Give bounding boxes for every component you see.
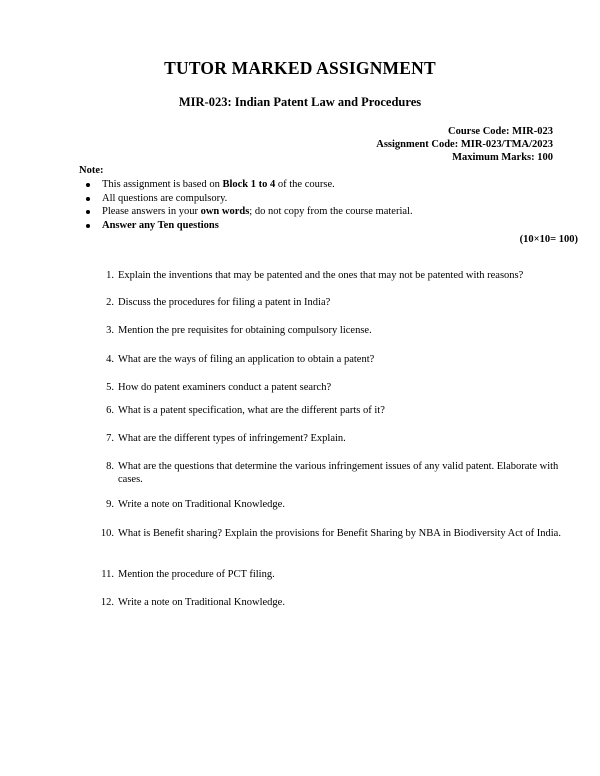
note-bullet-list (84, 178, 413, 232)
question-item: 5. How do patent examiners conduct a patent search? (106, 382, 332, 393)
course-code: Course Code: MIR-023 (448, 126, 553, 137)
note-label: Note: (79, 165, 104, 176)
question-item: 10. What is Benefit sharing? Explain the provisions for Benefit Sharing by NBA in Biodiversity Act of India. (100, 528, 561, 539)
question-item: 12. Write a note on Traditional Knowledge. (100, 597, 285, 608)
question-item: 7. What are the different types of infringement? Explain. (106, 433, 346, 444)
assignment-code: Assignment Code: MIR-023/TMA/2023 (376, 139, 553, 150)
page-title: TUTOR MARKED ASSIGNMENT (164, 58, 436, 78)
question-item: 8. What are the questions that determine the various infringement issues of any valid patent. Elaborate with cases. (106, 461, 559, 485)
maximum-marks: Maximum Marks: 100 (452, 152, 553, 163)
question-item: 2. Discuss the procedures for filing a patent in India? (106, 297, 331, 308)
marks-formula: (10×10= 100) (519, 234, 578, 245)
course-codes-block (376, 125, 553, 164)
note-bullet: Answer any Ten questions (84, 219, 413, 233)
question-item: 4. What are the ways of filing an application to obtain a patent? (106, 354, 375, 365)
question-item: 6. What is a patent specification, what are the different parts of it? (106, 405, 385, 416)
question-item: 3. Mention the pre requisites for obtaining compulsory license. (106, 325, 372, 336)
question-item: 11. Mention the procedure of PCT filing. (101, 569, 275, 580)
note-bullet: This assignment is based on Block 1 to 4 of the course. (84, 178, 413, 192)
question-item: 9. Write a note on Traditional Knowledge. (106, 499, 285, 510)
note-bullet: Please answers in your own words; do not copy from the course material. (84, 205, 413, 219)
question-item: 1. Explain the inventions that may be patented and the ones that may not be patented with reasons? (106, 270, 524, 281)
course-subtitle: MIR-023: Indian Patent Law and Procedures (178, 95, 422, 109)
note-bullet: All questions are compulsory. (84, 192, 413, 206)
